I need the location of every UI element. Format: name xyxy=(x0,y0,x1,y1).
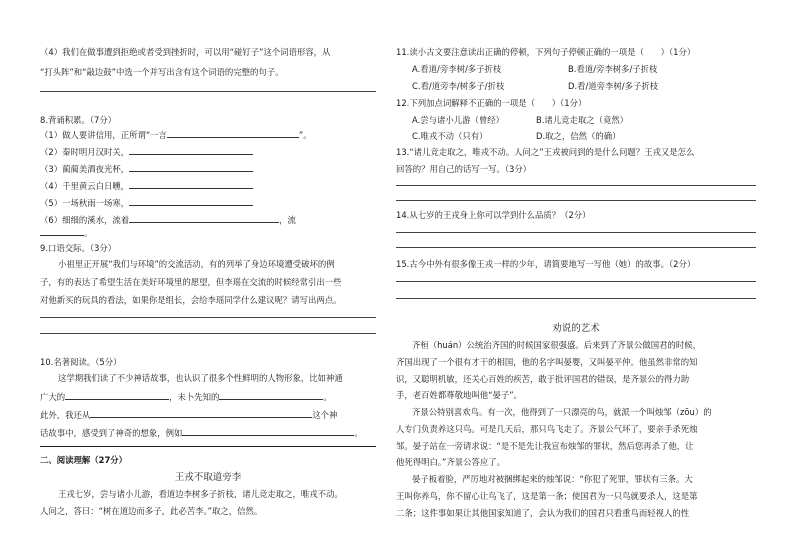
article-line-11: 二条；这件事如果让其他国家知道了，会认为我们的国君只看重鸟而轻视人的性 xyxy=(396,508,690,518)
section-2-title: 二、阅读理解（27分） xyxy=(40,455,128,465)
q12-option-b[interactable]: B.诸儿竞走取之（竟然） xyxy=(536,115,629,125)
q8-item-4: （4）千里黄云白日曛， xyxy=(40,179,253,192)
answer-line-q15-2[interactable] xyxy=(396,298,756,299)
article-line-8: 他死得明白。”齐景公答应了。 xyxy=(396,457,506,467)
story-line-2: 人问之，答曰：“树在道边而多子，此必苦李。”取之，信然。 xyxy=(40,506,263,516)
answer-line-q13-2[interactable] xyxy=(396,200,756,201)
q4-line2: “打头阵”和“敲边鼓”中选一个并写出含有这个词语的完整的句子。 xyxy=(40,67,284,77)
q14-prompt: 14.从七岁的王戎身上你可以学到什么品质？（2分） xyxy=(396,210,591,220)
blank-q8-6[interactable] xyxy=(129,213,279,223)
article-line-2: 齐国出现了一个很有才干的相国，他的名字叫晏婴，又叫晏平仲。他虽然非常的知 xyxy=(396,357,698,367)
blank-q10-1[interactable] xyxy=(65,390,169,400)
answer-line-q14-2[interactable] xyxy=(396,247,756,248)
blank-q10-2[interactable] xyxy=(219,390,323,400)
blank-q8-1[interactable] xyxy=(167,128,299,138)
q11-option-c[interactable]: C.看/道旁李/树多子/折枝 xyxy=(412,81,505,91)
blank-q8-4[interactable] xyxy=(129,179,253,189)
story-line-1: 王戎七岁，尝与诸小儿游，看道边李树多子折枝，诸儿竞走取之，唯戎不动。 xyxy=(58,489,343,499)
blank-q10-3[interactable] xyxy=(90,408,312,418)
q10-line-1: 这学期我们读了不少神话故事，也认识了很多个性鲜明的人物形象，比如神通 xyxy=(58,373,343,383)
answer-line-q14-1[interactable] xyxy=(396,232,756,233)
blank-q8-2[interactable] xyxy=(129,145,253,155)
blank-q10-4[interactable] xyxy=(182,426,354,436)
q10-line-2: 广大的 ，未卜先知的 。 xyxy=(40,392,332,402)
article-line-3: 识，又聪明机敏，还关心百姓的疾苦，敢于批评国君的错误，是齐景公的得力助 xyxy=(396,374,690,384)
q12-prompt: 12.下列加点词解释不正确的一项是（ ）（1分） xyxy=(396,98,587,108)
section-divider xyxy=(40,446,376,447)
q8-item-2: （2）秦时明月汉时关， xyxy=(40,145,253,158)
answer-line-q15-1[interactable] xyxy=(396,281,756,282)
article-line-1: 齐桓（huán）公统治齐国的时候国家很强盛。后来到了齐景公做国君的时候， xyxy=(412,340,702,350)
q9-line-1: 小祖里正开展“我们与环境”的交流活动，有的列举了身边环境遭受破坏的例 xyxy=(58,259,335,269)
q11-prompt: 11.读小古文要注意读出正确的停顿，下列句子停顿正确的一项是（ ）（1分） xyxy=(396,47,696,57)
blank-q8-3[interactable] xyxy=(129,162,253,172)
q10-line-3: 此外，我还从 这个神 xyxy=(40,410,338,420)
q11-option-a[interactable]: A.看道/旁李树/多子折枝 xyxy=(412,64,502,74)
q12-option-d[interactable]: D.取之，信然（的确） xyxy=(536,131,621,141)
article-line-4: 手，老百姓都尊敬地叫他“晏子”。 xyxy=(396,390,522,400)
q10-line-4: 话故事中，感受到了神奇的想象，例如 。 xyxy=(40,428,363,438)
q8-item-5: （5）一场秋雨一场寒， xyxy=(40,196,253,209)
q9-title: 9.口语交际。（3分） xyxy=(40,243,117,253)
article-line-6: 人专门负责养这只鸟。可是几天后，那只鸟飞走了。齐景公气坏了，要亲手杀死烛 xyxy=(396,424,698,434)
answer-line-q9-1[interactable] xyxy=(40,317,376,318)
q8-item-3: （3）蔺蔺美酒夜光杯， xyxy=(40,162,253,175)
answer-line-q13-1[interactable] xyxy=(396,185,756,186)
article-line-9: 晏子板着脸，严厉地对被捆绑起来的烛邹说：“你犯了死罪，罪状有三条。大 xyxy=(412,474,693,484)
q11-option-d[interactable]: D.看/道旁李树/多子折枝 xyxy=(568,81,659,91)
q10-title: 10.名著阅读。（5分） xyxy=(40,357,122,367)
q9-line-2: 子，有的表达了希望生活在美好环境里的愿望，但李瑶在交流的时候经常引出一些 xyxy=(40,277,342,287)
answer-line-q4[interactable] xyxy=(40,91,376,92)
story-title: 王戎不取道旁李 xyxy=(174,472,242,483)
q8-item-6: （6）细细的溪水，流着 ，流 xyxy=(40,215,296,225)
q8-title: 8.背诵积累。（7分） xyxy=(40,115,117,125)
blank-q8-5[interactable] xyxy=(129,196,253,206)
q12-option-c[interactable]: C.唯戎不动（只有） xyxy=(412,131,488,141)
q8-item-6-line2: 。 xyxy=(40,226,92,239)
q13-line-2: 回答的？用自己的话写一写。（3分） xyxy=(396,164,532,174)
article-line-7: 邹。晏子站在一旁请求说：“是不是先让我宣布烛邹的罪状，然后您再杀了他，让 xyxy=(396,441,694,451)
article-line-10: 王叫你养鸟，你不留心让鸟飞了，这是第一条；使国君为一只鸟就要杀人，这是第 xyxy=(396,491,698,501)
q9-line-3: 对他新买的玩具的看法，如果你是组长，会给李瑶同学什么建议呢？请写出两点。 xyxy=(40,295,342,305)
q11-option-b[interactable]: B.看道/旁李树多/子折枝 xyxy=(568,64,658,74)
article-line-5: 齐景公特别喜欢鸟。有一次，他得到了一只漂亮的鸟，就派一个叫烛邹（zōu）的 xyxy=(412,407,712,417)
article-title: 劝说的艺术 xyxy=(552,323,600,334)
q8-item-1: （1）做人要讲信用，正所谓“一言 ”。 xyxy=(40,130,312,140)
q12-option-a[interactable]: A.尝与诸小儿游（曾经） xyxy=(412,115,504,125)
answer-line-q9-2[interactable] xyxy=(40,333,376,334)
q15-prompt: 15.古今中外有很多像王戎一样的少年，请简要地写一写他（她）的故事。（2分） xyxy=(396,259,696,269)
q4-line1: （4）我们在做事遭到拒绝或者受到挫折时，可以用“碰钉子”这个词语形容，从 xyxy=(40,47,331,57)
blank-q8-6b[interactable] xyxy=(40,226,84,236)
q13-line-1: 13.“诸儿竞走取之，唯戎不动。人问之”王戎被问到的是什么问题？王戎又是怎么 xyxy=(396,147,695,157)
